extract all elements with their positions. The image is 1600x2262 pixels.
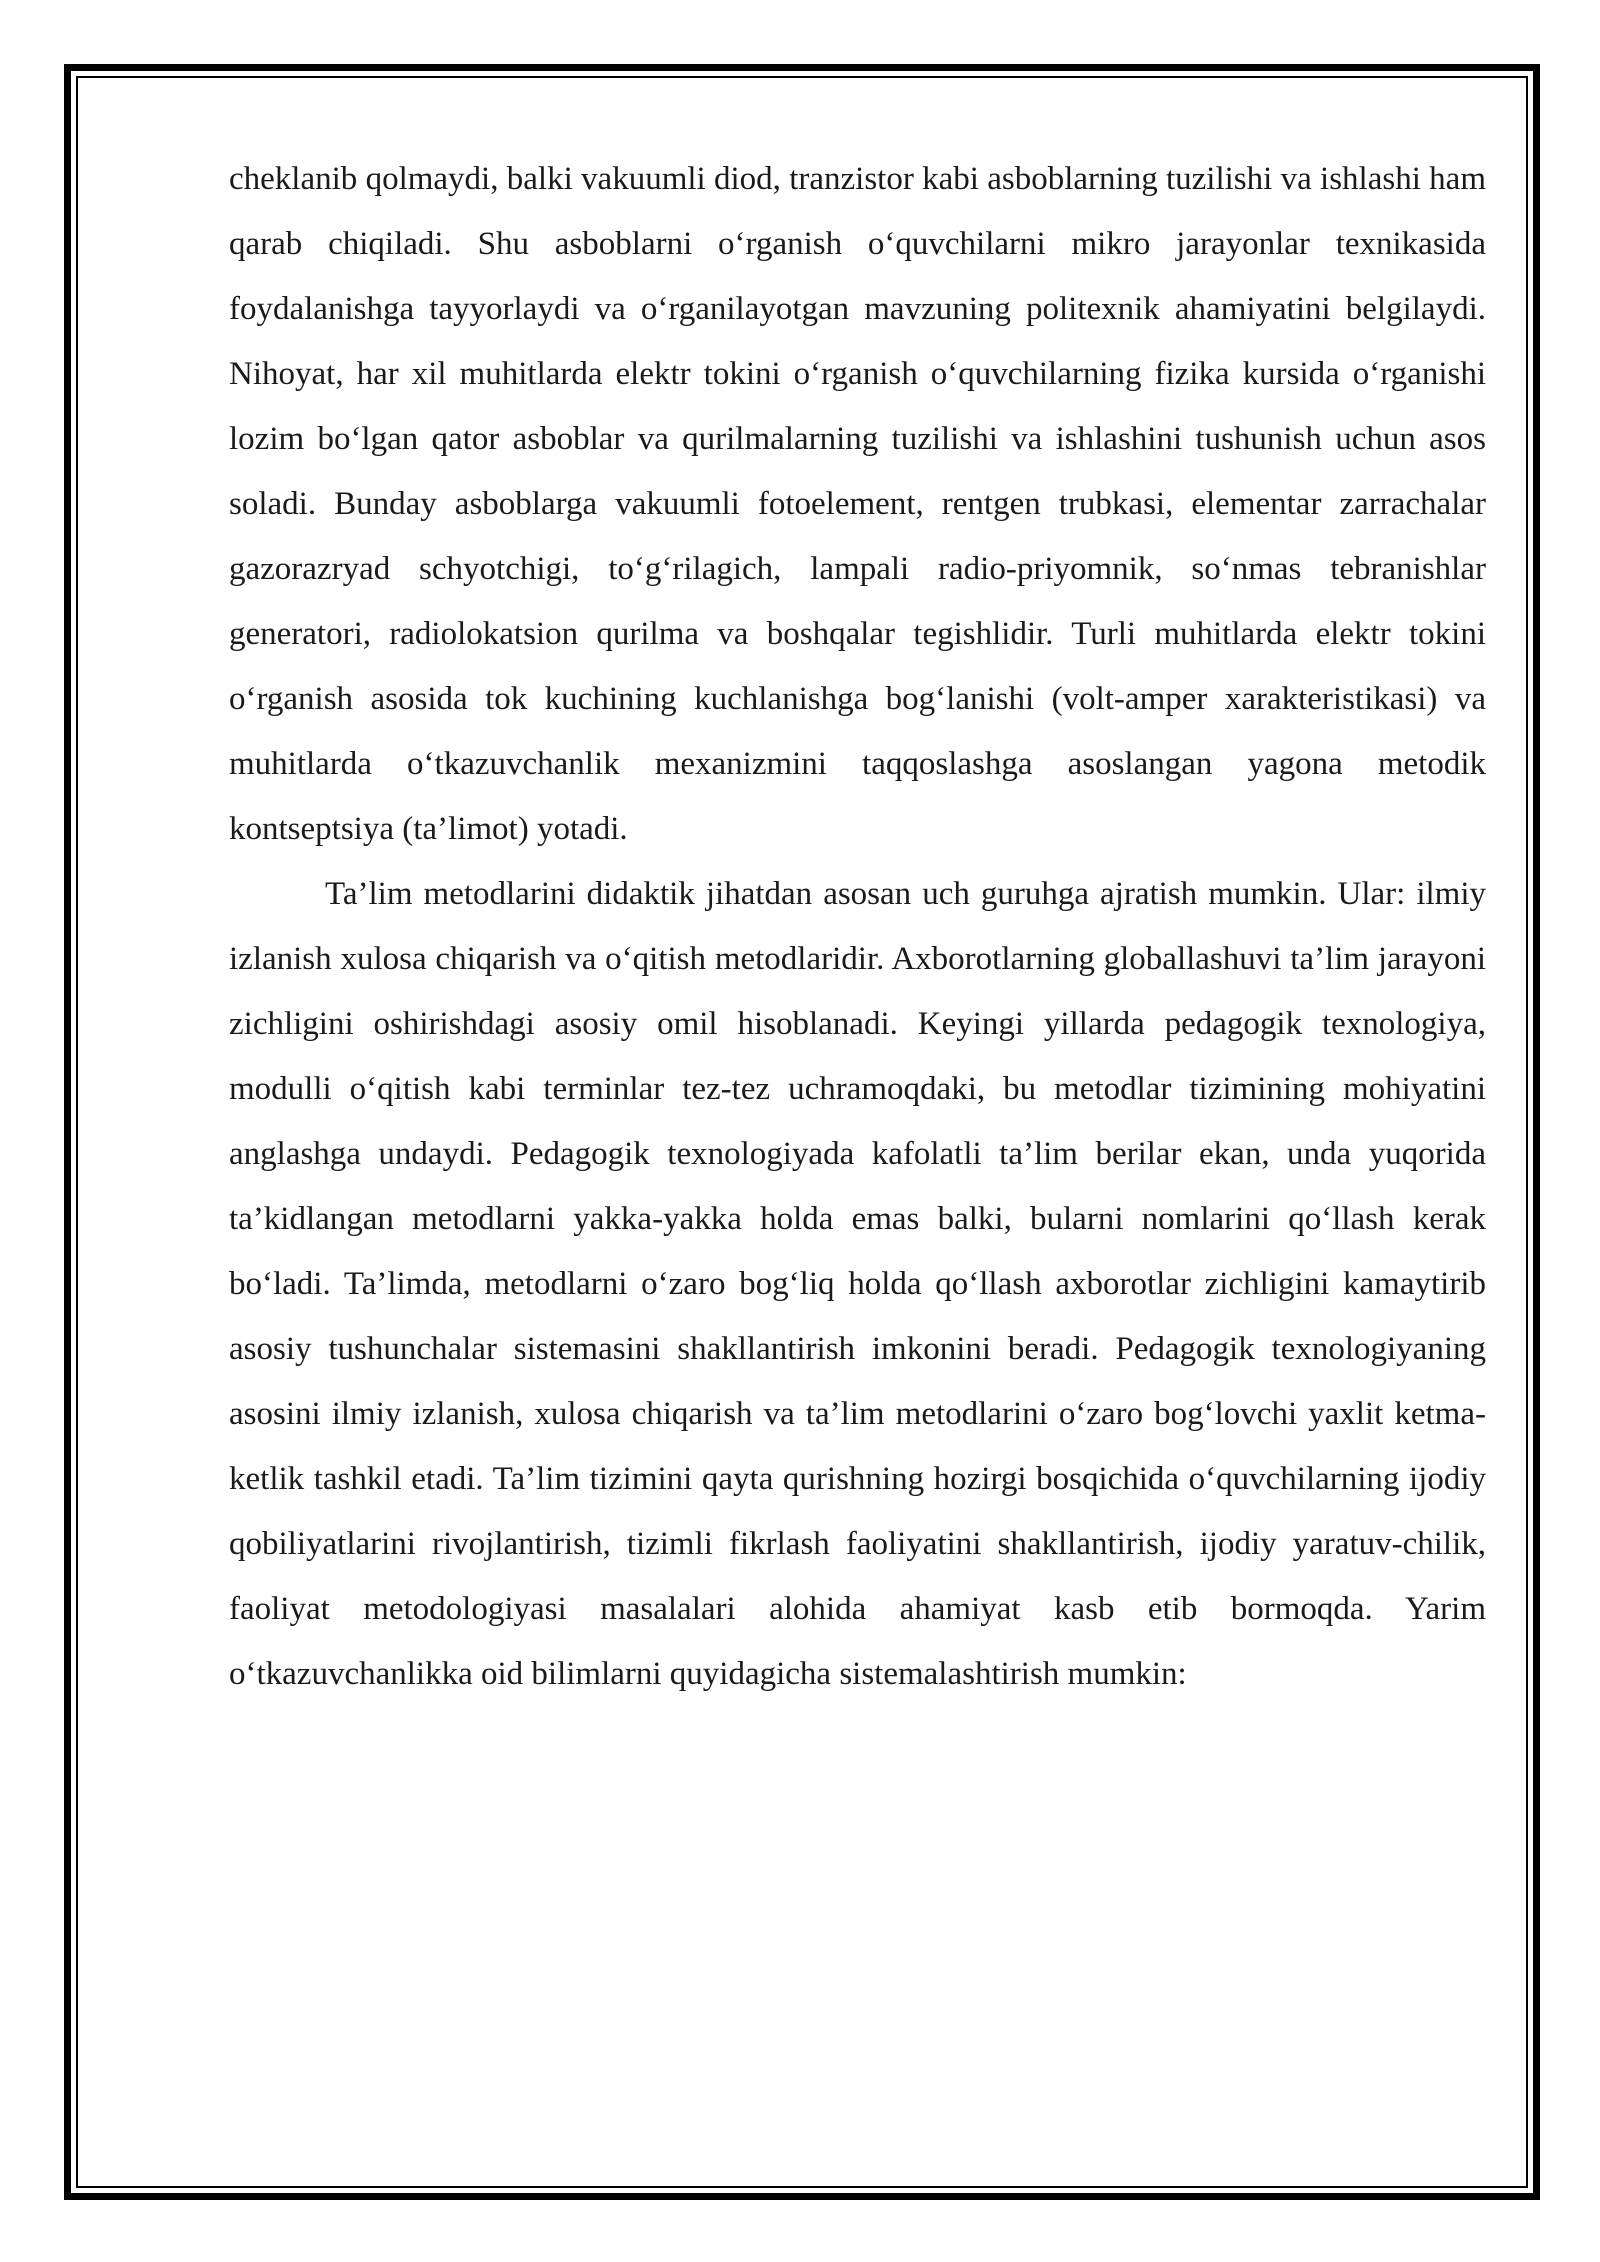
paragraph-1: cheklanib qolmaydi, balki vakuumli diod, tranzistor kabi asboblarning tuzilishi va ishlashi ham qarab chiqiladi. Shu asboblarni oʻrganish oʻquvchilarni mikro jarayonlar texnikasida foydalanishga tayyorlaydi va oʻrganilayotgan mavzuning politexnik ahamiyatini belgilaydi. Nihoyat, har xil muhitlarda elektr tokini oʻrganish oʻquvchilarning fizika kursida oʻrganishi lozim boʻlgan qator asboblar va qurilmalarning tuzilishi va ishlashini tushunish uchun asos soladi. Bunday asboblarga vakuumli fotoelement, rentgen trubkasi, elementar zarrachalar gazorazryad schyotchigi, toʻgʻrilagich, lampali radio-priyomnik, soʻnmas tebranishlar generatori, radiolokatsion qurilma va boshqalar tegishlidir. Turli muhitlarda elektr tokini oʻrganish asosida tok kuchining kuchlanishga bogʻlanishi (volt-amper xarakteristikasi) va muhitlarda oʻtkazuvchanlik mexanizmini taqqoslashga asoslangan yagona metodik kontseptsiya (ta’limot) yotadi. bbox=[229, 161, 1486, 847]
document-body bbox=[229, 147, 1486, 1707]
paragraph-2: Ta’lim metodlarini didaktik jihatdan asosan uch guruhga ajratish mumkin. Ular: ilmiy izlanish xulosa chiqarish va oʻqitish metodlaridir. Axborotlarning globallashuvi ta’lim jarayoni zichligini oshirishdagi asosiy omil hisoblanadi. Keyingi yillarda pedagogik texnologiya, modulli oʻqitish kabi terminlar tez-tez uchramoqdaki, bu metodlar tizimining mohiyatini anglashga undaydi. Pedagogik texnologiyada kafolatli ta’lim berilar ekan, unda yuqorida ta’kidlangan metodlarni yakka-yakka holda emas balki, bularni nomlarini qoʻllash kerak boʻladi. Ta’limda, metodlarni oʻzaro bogʻliq holda qoʻllash axborotlar zichligini kamaytirib asosiy tushunchalar sistemasini shakllantirish imkonini beradi. Pedagogik texnologiyaning asosini ilmiy izlanish, xulosa chiqarish va ta’lim metodlarini oʻzaro bogʻlovchi yaxlit ketma-ketlik tashkil etadi. Ta’lim tizimini qayta qurishning hozirgi bosqichida oʻquvchilarning ijodiy qobiliyatlarini rivojlantirish, tizimli fikrlash faoliyatini shakllantirish, ijodiy yaratuv-chilik, faoliyat metodologiyasi masalalari alohida ahamiyat kasb etib bormoqda. Yarim oʻtkazuvchanlikka oid bilimlarni quyidagicha sistemalashtirish mumkin: bbox=[229, 876, 1486, 1692]
